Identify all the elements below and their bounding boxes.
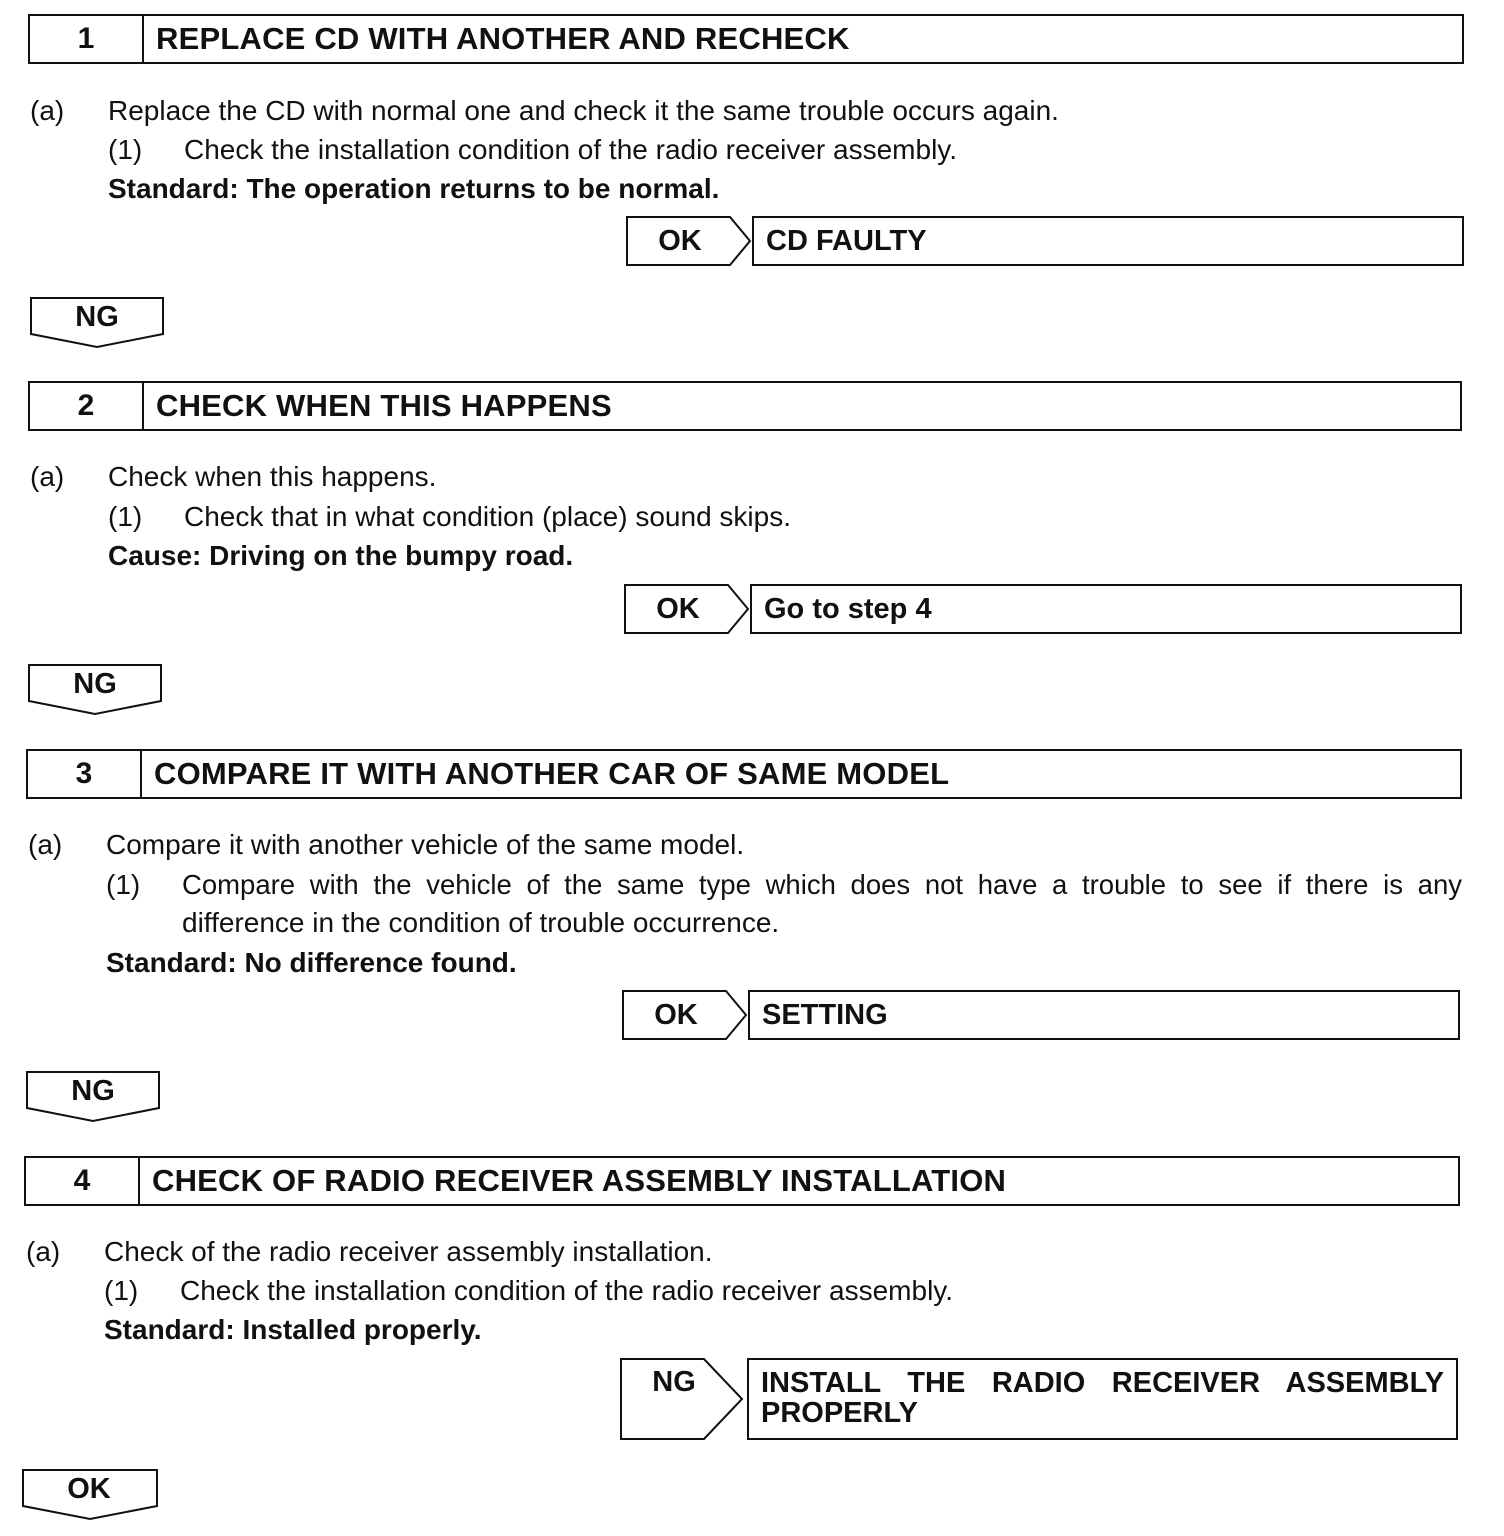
step-3-result-text: SETTING: [748, 990, 1460, 1040]
step-4-standard: Standard: Installed properly.: [104, 1314, 482, 1345]
step-4-result-text-line-1: INSTALL THE RADIO RECEIVER ASSEMBLY: [761, 1367, 1444, 1399]
step-1-header: [28, 14, 1464, 64]
step-4-sub-a-text: Check of the radio receiver assembly installation.: [104, 1236, 713, 1267]
step-2-result: [624, 584, 1462, 634]
step-4-result-text-line-2: PROPERLY: [761, 1397, 918, 1429]
step-4-result-tag: [620, 1358, 744, 1440]
step-1-result: [626, 216, 1464, 266]
step-4-sub-1-text: Check the installation condition of the radio receiver assembly.: [180, 1275, 953, 1306]
step-3-standard: Standard: No difference found.: [106, 947, 517, 978]
step-4-result: [620, 1358, 1460, 1440]
step-3-sub-1-marker: (1): [106, 869, 141, 900]
step-2-header: [28, 381, 1462, 431]
step-1-next-tag: [30, 297, 168, 349]
step-4-result-text: [747, 1358, 1458, 1440]
step-2-next-tag: [28, 664, 166, 716]
step-4-sub-a-marker: (a): [26, 1236, 61, 1267]
step-3-number: 3: [28, 751, 142, 797]
step-2-next-tag-label: NG: [73, 668, 117, 700]
step-3-sub-1-text-line-1: Compare with the vehicle of the same type which does not have a trouble to see if there is any: [182, 869, 1462, 900]
step-3-title: COMPARE IT WITH ANOTHER CAR OF SAME MODEL: [154, 756, 950, 791]
step-2-result-tag-label: OK: [656, 592, 700, 625]
step-3-next-tag: [26, 1071, 164, 1123]
step-2-result-tag: [624, 584, 750, 634]
step-1-sub-a-text: Replace the CD with normal one and check it the same trouble occurs again.: [108, 95, 1059, 126]
step-2-cause: Cause: Driving on the bumpy road.: [108, 540, 574, 571]
step-3-result-tag-label: OK: [654, 998, 698, 1031]
step-3-sub-a-text: Compare it with another vehicle of the same model.: [106, 829, 745, 860]
step-1-result-tag-label: OK: [658, 224, 702, 257]
step-1-sub-1-text: Check the installation condition of the radio receiver assembly.: [184, 134, 957, 165]
step-4-title: CHECK OF RADIO RECEIVER ASSEMBLY INSTALLATION: [152, 1163, 1007, 1198]
step-4-sub-1-marker: (1): [104, 1275, 139, 1306]
step-2-sub-a-text: Check when this happens.: [108, 461, 437, 492]
step-4-next-tag-label: OK: [67, 1473, 111, 1505]
step-4-number: 4: [26, 1158, 140, 1204]
step-3-header: [26, 749, 1462, 799]
step-4-header: [24, 1156, 1460, 1206]
step-3-next-tag-label: NG: [71, 1075, 115, 1107]
step-1-standard: Standard: The operation returns to be normal.: [108, 173, 720, 204]
step-2-sub-1-text: Check that in what condition (place) sound skips.: [184, 501, 791, 532]
step-2-number: 2: [30, 383, 144, 429]
step-2-sub-a-marker: (a): [30, 461, 65, 492]
step-1-title: REPLACE CD WITH ANOTHER AND RECHECK: [156, 21, 850, 56]
step-1-sub-a-marker: (a): [30, 95, 65, 126]
step-3-sub-1-text-line-2: difference in the condition of trouble occurrence.: [182, 907, 780, 938]
step-3-result: [622, 990, 1460, 1040]
step-3-result-tag: [622, 990, 748, 1040]
step-4-result-tag-label: NG: [652, 1366, 696, 1398]
step-3-sub-a-marker: (a): [28, 829, 63, 860]
step-2-result-text: Go to step 4: [750, 584, 1462, 634]
step-1-sub-1-marker: (1): [108, 134, 143, 165]
step-4-next-tag: [22, 1469, 160, 1521]
step-1-result-tag: [626, 216, 752, 266]
step-1-number: 1: [30, 16, 144, 62]
step-1-result-text: CD FAULTY: [752, 216, 1464, 266]
step-2-title: CHECK WHEN THIS HAPPENS: [156, 388, 612, 423]
step-2-sub-1-marker: (1): [108, 501, 143, 532]
step-1-next-tag-label: NG: [75, 301, 119, 333]
